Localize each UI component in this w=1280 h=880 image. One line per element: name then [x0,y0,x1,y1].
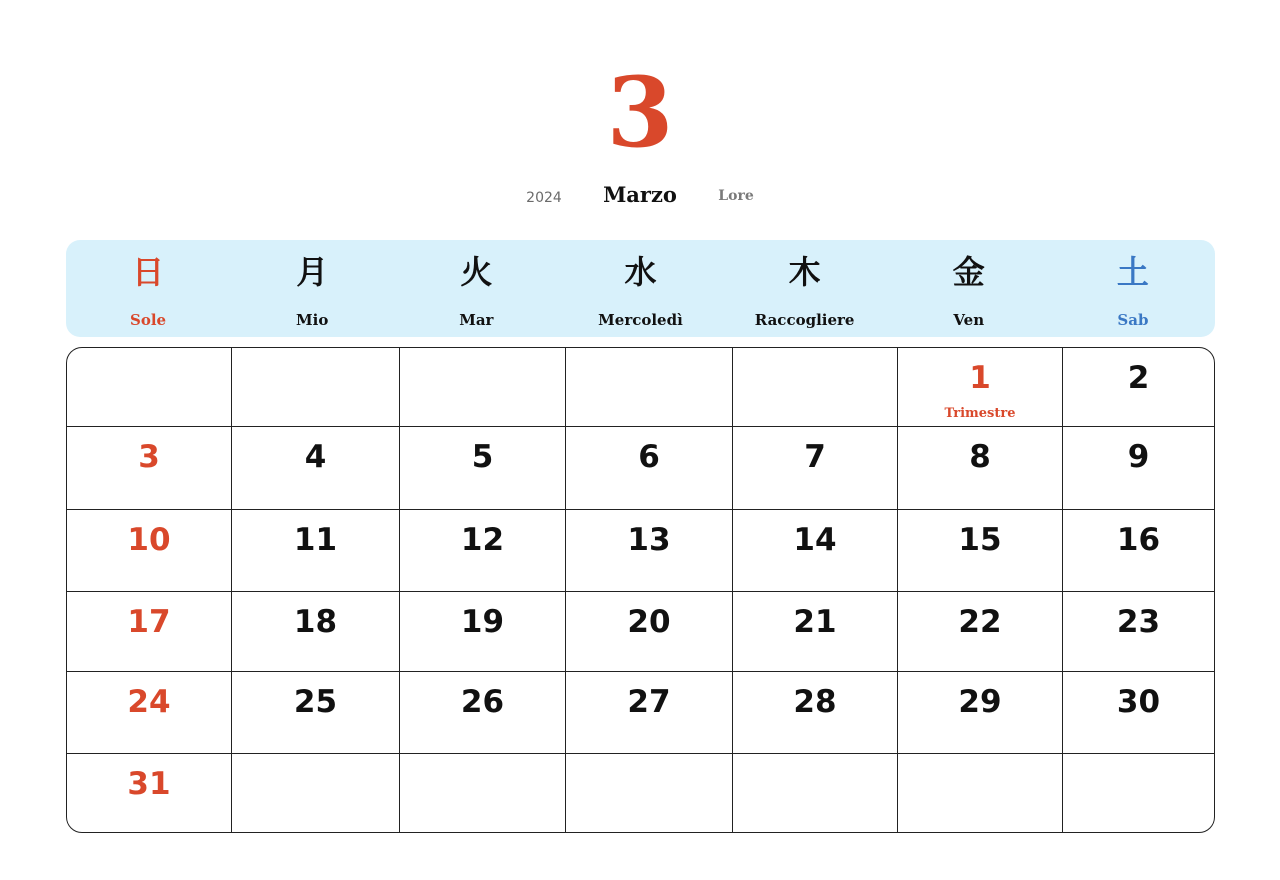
empty-day-cell [232,754,400,832]
day-cell [1063,510,1214,592]
weekday-friday [887,240,1051,337]
weekday-label: Sole [130,311,167,329]
day-number: 20 [627,604,671,640]
day-cell [67,592,232,672]
day-cell [67,672,232,754]
empty-day-cell [733,754,898,832]
day-number: 2 [1127,360,1150,396]
day-number: 10 [127,522,171,558]
day-cell [67,754,232,832]
day-cell [400,672,566,754]
day-cell [400,510,566,592]
day-number: 8 [969,439,991,475]
weekday-thursday [723,240,887,337]
month-number: 3 [606,56,674,169]
weekday-kanji: 月 [296,253,329,291]
weekday-kanji: 木 [788,253,821,291]
weekday-monday [230,240,394,337]
empty-day-cell [566,348,733,427]
day-cell [898,510,1063,592]
weekday-sunday [66,240,230,337]
weekday-label: Mar [459,311,494,329]
day-number: 26 [460,684,505,720]
day-cell [898,672,1063,754]
day-number: 7 [804,439,826,475]
weekday-kanji: 金 [952,253,985,291]
day-number: 9 [1127,439,1150,475]
day-cell [67,427,232,510]
day-number: 4 [304,439,327,475]
day-cell [566,672,733,754]
day-cell [733,427,898,510]
day-number: 17 [127,604,171,640]
empty-day-cell [566,754,733,832]
day-cell [733,672,898,754]
empty-day-cell [67,348,232,427]
weekday-label: Ven [953,311,985,329]
weekday-label: Mio [296,311,329,329]
day-cell [566,510,733,592]
day-cell [400,592,566,672]
day-cell [232,427,400,510]
weekday-label: Sab [1117,311,1149,329]
day-number: 29 [958,684,1002,720]
empty-day-cell [1063,754,1214,832]
day-number: 13 [627,522,671,558]
day-cell [400,427,566,510]
day-number: 5 [471,439,494,475]
day-number: 15 [958,522,1002,558]
day-number: 22 [958,604,1002,640]
day-number: 28 [793,684,837,720]
day-cell [898,427,1063,510]
day-number: 23 [1116,604,1161,640]
day-number: 27 [627,684,671,720]
day-cell [898,592,1063,672]
calendar-grid [66,347,1215,833]
day-cell [898,348,1063,427]
day-cell [232,592,400,672]
holiday-label: Trimestre [944,406,1016,421]
day-number: 31 [127,766,171,802]
day-number: 1 [969,360,991,396]
day-number: 18 [293,604,338,640]
day-cell [566,427,733,510]
day-cell [232,672,400,754]
month-name: Marzo [603,182,677,207]
day-cell [1063,592,1214,672]
weekday-label: Raccogliere [754,311,855,329]
day-number: 19 [460,604,505,640]
weekday-tuesday [394,240,558,337]
day-number: 30 [1116,684,1161,720]
day-number: 14 [793,522,837,558]
day-cell [67,510,232,592]
empty-day-cell [400,754,566,832]
weekday-kanji: 火 [460,253,493,291]
day-number: 24 [127,684,171,720]
year-label: 2024 [526,190,562,206]
weekday-label: Mercoledì [598,311,683,329]
weekday-header [66,240,1215,337]
month-subtitle: Lore [718,188,754,204]
day-number: 21 [793,604,837,640]
day-cell [1063,427,1214,510]
day-number: 3 [138,439,160,475]
day-number: 16 [1116,522,1161,558]
day-cell [566,592,733,672]
weekday-kanji: 日 [132,253,165,291]
empty-day-cell [232,348,400,427]
weekday-kanji: 水 [624,253,657,291]
day-number: 6 [638,439,660,475]
weekday-saturday [1051,240,1215,337]
day-cell [232,510,400,592]
day-cell [733,592,898,672]
weekday-kanji: 土 [1116,253,1149,291]
empty-day-cell [733,348,898,427]
weekday-wednesday [558,240,722,337]
day-cell [1063,348,1214,427]
day-number: 11 [293,522,338,558]
day-number: 12 [460,522,505,558]
day-number: 25 [293,684,338,720]
empty-day-cell [400,348,566,427]
day-cell [733,510,898,592]
day-cell [1063,672,1214,754]
empty-day-cell [898,754,1063,832]
